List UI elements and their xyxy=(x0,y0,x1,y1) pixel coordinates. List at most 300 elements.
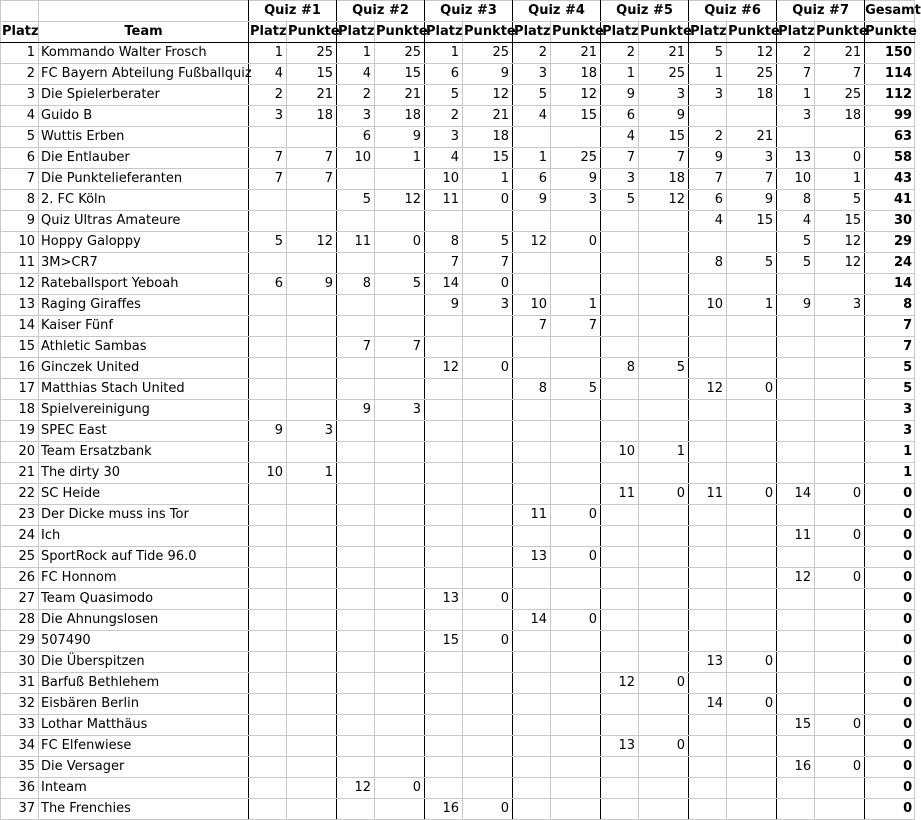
quiz-4-platz-cell: 1 xyxy=(513,148,551,169)
team-name-cell: Die Entlauber xyxy=(39,148,249,169)
quiz-5-platz-cell xyxy=(601,610,639,631)
quiz-6-punkte-cell: 7 xyxy=(727,169,777,190)
quiz-2-punkte-cell xyxy=(375,757,425,778)
quiz-2-punkte-cell: 0 xyxy=(375,778,425,799)
quiz-7-punkte-cell xyxy=(815,463,865,484)
quiz-1-platz-cell: 3 xyxy=(249,106,287,127)
quiz-4-punkte-cell xyxy=(551,337,601,358)
quiz-3-platz-cell xyxy=(425,505,463,526)
quiz-1-platz-cell: 4 xyxy=(249,64,287,85)
quiz-5-platz-cell xyxy=(601,799,639,820)
total-points-cell: 5 xyxy=(865,379,915,400)
quiz-1-punkte-cell xyxy=(287,484,337,505)
quiz-3-platz-cell xyxy=(425,547,463,568)
quiz-1-platz-cell: 1 xyxy=(249,43,287,64)
quiz-6-punkte-cell xyxy=(727,778,777,799)
team-name-cell: Wuttis Erben xyxy=(39,127,249,148)
table-body xyxy=(1,43,915,820)
quiz-6-platz-cell xyxy=(689,421,727,442)
quiz-5-punkte-cell: 15 xyxy=(639,127,689,148)
quiz-3-platz-cell xyxy=(425,421,463,442)
quiz-2-platz-cell: 8 xyxy=(337,274,375,295)
quiz-5-punkte-cell: 25 xyxy=(639,64,689,85)
quiz-2-platz-cell: 2 xyxy=(337,85,375,106)
quiz-5-platz-cell: 13 xyxy=(601,736,639,757)
quiz-3-platz-cell: 7 xyxy=(425,253,463,274)
quiz-1-platz-cell xyxy=(249,442,287,463)
rank-cell: 27 xyxy=(1,589,39,610)
quiz-1-punkte-cell: 12 xyxy=(287,232,337,253)
quiz-7-punkte-cell: 3 xyxy=(815,295,865,316)
quiz-6-platz-cell xyxy=(689,274,727,295)
quiz-2-platz-cell: 3 xyxy=(337,106,375,127)
quiz-4-punkte-cell xyxy=(551,694,601,715)
quiz-4-punkte-cell xyxy=(551,673,601,694)
quiz-5-platz-cell: 2 xyxy=(601,43,639,64)
rank-cell: 25 xyxy=(1,547,39,568)
quiz-5-platz-cell xyxy=(601,526,639,547)
team-name-cell: The Frenchies xyxy=(39,799,249,820)
quiz-5-platz-cell: 4 xyxy=(601,127,639,148)
table-row xyxy=(1,274,915,295)
quiz-6-punkte-cell: 9 xyxy=(727,190,777,211)
quiz-2-punkte-cell xyxy=(375,715,425,736)
header-quiz-5: Quiz #5 xyxy=(601,1,689,22)
quiz-6-platz-cell xyxy=(689,442,727,463)
team-name-cell: SportRock auf Tide 96.0 xyxy=(39,547,249,568)
rank-cell: 1 xyxy=(1,43,39,64)
quiz-3-platz-cell: 5 xyxy=(425,85,463,106)
quiz-2-platz-cell xyxy=(337,295,375,316)
team-name-cell: Team Ersatzbank xyxy=(39,442,249,463)
team-name-cell: Quiz Ultras Amateure xyxy=(39,211,249,232)
quiz-2-platz-cell: 12 xyxy=(337,778,375,799)
rank-cell: 15 xyxy=(1,337,39,358)
rank-cell: 19 xyxy=(1,421,39,442)
quiz-4-punkte-cell xyxy=(551,127,601,148)
quiz-1-platz-cell: 5 xyxy=(249,232,287,253)
quiz-2-platz-cell xyxy=(337,673,375,694)
header-q7-platz: Platz xyxy=(777,22,815,43)
header-q4-platz: Platz xyxy=(513,22,551,43)
quiz-4-platz-cell xyxy=(513,274,551,295)
quiz-3-punkte-cell: 12 xyxy=(463,85,513,106)
quiz-5-punkte-cell: 5 xyxy=(639,358,689,379)
team-name-cell: FC Honnom xyxy=(39,568,249,589)
quiz-5-punkte-cell: 0 xyxy=(639,673,689,694)
quiz-4-platz-cell: 11 xyxy=(513,505,551,526)
quiz-6-platz-cell xyxy=(689,715,727,736)
quiz-2-punkte-cell: 9 xyxy=(375,127,425,148)
rank-cell: 29 xyxy=(1,631,39,652)
quiz-1-platz-cell xyxy=(249,673,287,694)
header-q5-platz: Platz xyxy=(601,22,639,43)
quiz-5-punkte-cell xyxy=(639,694,689,715)
quiz-4-punkte-cell: 9 xyxy=(551,169,601,190)
quiz-7-platz-cell: 12 xyxy=(777,568,815,589)
quiz-3-platz-cell xyxy=(425,316,463,337)
quiz-1-platz-cell xyxy=(249,568,287,589)
quiz-4-platz-cell: 5 xyxy=(513,85,551,106)
quiz-2-platz-cell: 4 xyxy=(337,64,375,85)
quiz-5-platz-cell xyxy=(601,652,639,673)
quiz-7-punkte-cell xyxy=(815,547,865,568)
quiz-1-platz-cell xyxy=(249,652,287,673)
quiz-2-punkte-cell xyxy=(375,694,425,715)
quiz-7-punkte-cell xyxy=(815,337,865,358)
header-quiz-7: Quiz #7 xyxy=(777,1,865,22)
quiz-6-punkte-cell xyxy=(727,589,777,610)
quiz-2-platz-cell xyxy=(337,484,375,505)
table-row xyxy=(1,64,915,85)
quiz-7-platz-cell xyxy=(777,631,815,652)
quiz-6-platz-cell xyxy=(689,232,727,253)
team-name-cell: Der Dicke muss ins Tor xyxy=(39,505,249,526)
quiz-1-platz-cell: 7 xyxy=(249,148,287,169)
quiz-6-platz-cell xyxy=(689,778,727,799)
rank-cell: 37 xyxy=(1,799,39,820)
quiz-4-platz-cell: 8 xyxy=(513,379,551,400)
quiz-4-punkte-cell xyxy=(551,463,601,484)
table-row xyxy=(1,106,915,127)
quiz-6-platz-cell xyxy=(689,547,727,568)
quiz-2-platz-cell xyxy=(337,547,375,568)
quiz-5-platz-cell xyxy=(601,421,639,442)
quiz-6-punkte-cell: 0 xyxy=(727,694,777,715)
quiz-6-punkte-cell xyxy=(727,715,777,736)
quiz-4-punkte-cell: 1 xyxy=(551,295,601,316)
quiz-6-punkte-cell: 0 xyxy=(727,484,777,505)
quiz-2-punkte-cell: 25 xyxy=(375,43,425,64)
quiz-1-platz-cell: 9 xyxy=(249,421,287,442)
quiz-6-platz-cell xyxy=(689,463,727,484)
quiz-4-platz-cell: 6 xyxy=(513,169,551,190)
quiz-3-platz-cell xyxy=(425,400,463,421)
quiz-7-punkte-cell: 5 xyxy=(815,190,865,211)
team-name-cell: Matthias Stach United xyxy=(39,379,249,400)
quiz-1-platz-cell xyxy=(249,358,287,379)
quiz-7-platz-cell xyxy=(777,694,815,715)
rank-cell: 3 xyxy=(1,85,39,106)
quiz-2-punkte-cell xyxy=(375,505,425,526)
quiz-2-platz-cell: 1 xyxy=(337,43,375,64)
quiz-1-punkte-cell xyxy=(287,757,337,778)
quiz-6-punkte-cell xyxy=(727,316,777,337)
quiz-2-platz-cell xyxy=(337,421,375,442)
quiz-3-platz-cell xyxy=(425,778,463,799)
quiz-7-punkte-cell: 18 xyxy=(815,106,865,127)
table-row xyxy=(1,610,915,631)
quiz-4-platz-cell: 14 xyxy=(513,610,551,631)
quiz-4-platz-cell: 2 xyxy=(513,43,551,64)
quiz-6-platz-cell: 2 xyxy=(689,127,727,148)
quiz-1-platz-cell: 6 xyxy=(249,274,287,295)
quiz-5-platz-cell: 7 xyxy=(601,148,639,169)
quiz-4-punkte-cell xyxy=(551,400,601,421)
quiz-5-platz-cell xyxy=(601,568,639,589)
quiz-1-punkte-cell xyxy=(287,127,337,148)
table-row xyxy=(1,799,915,820)
total-points-cell: 0 xyxy=(865,505,915,526)
total-points-cell: 0 xyxy=(865,757,915,778)
rank-cell: 14 xyxy=(1,316,39,337)
quiz-7-punkte-cell xyxy=(815,442,865,463)
quiz-1-punkte-cell xyxy=(287,568,337,589)
header-q4-punkte: Punkte xyxy=(551,22,601,43)
quiz-2-punkte-cell xyxy=(375,547,425,568)
total-points-cell: 24 xyxy=(865,253,915,274)
table-row xyxy=(1,589,915,610)
quiz-5-punkte-cell xyxy=(639,337,689,358)
quiz-2-punkte-cell xyxy=(375,358,425,379)
quiz-4-platz-cell xyxy=(513,652,551,673)
quiz-6-punkte-cell xyxy=(727,421,777,442)
quiz-1-punkte-cell xyxy=(287,211,337,232)
team-name-cell: 3M>CR7 xyxy=(39,253,249,274)
quiz-5-platz-cell xyxy=(601,547,639,568)
total-points-cell: 43 xyxy=(865,169,915,190)
quiz-2-punkte-cell xyxy=(375,526,425,547)
quiz-4-punkte-cell xyxy=(551,568,601,589)
quiz-7-punkte-cell xyxy=(815,778,865,799)
rank-cell: 2 xyxy=(1,64,39,85)
rank-cell: 28 xyxy=(1,610,39,631)
quiz-5-platz-cell xyxy=(601,505,639,526)
quiz-3-platz-cell: 10 xyxy=(425,169,463,190)
rank-cell: 10 xyxy=(1,232,39,253)
quiz-4-platz-cell xyxy=(513,568,551,589)
quiz-2-punkte-cell: 21 xyxy=(375,85,425,106)
quiz-3-platz-cell xyxy=(425,337,463,358)
team-name-cell: SPEC East xyxy=(39,421,249,442)
quiz-5-platz-cell xyxy=(601,631,639,652)
quiz-2-punkte-cell xyxy=(375,610,425,631)
quiz-7-punkte-cell xyxy=(815,127,865,148)
team-name-cell: Raging Giraffes xyxy=(39,295,249,316)
table-row xyxy=(1,400,915,421)
quiz-1-platz-cell: 10 xyxy=(249,463,287,484)
quiz-2-punkte-cell xyxy=(375,799,425,820)
quiz-7-platz-cell xyxy=(777,127,815,148)
quiz-7-platz-cell xyxy=(777,463,815,484)
quiz-6-punkte-cell xyxy=(727,505,777,526)
quiz-3-punkte-cell xyxy=(463,484,513,505)
total-points-cell: 5 xyxy=(865,358,915,379)
team-name-cell: Spielvereinigung xyxy=(39,400,249,421)
quiz-6-platz-cell xyxy=(689,400,727,421)
quiz-3-punkte-cell: 0 xyxy=(463,631,513,652)
quiz-1-punkte-cell xyxy=(287,337,337,358)
quiz-7-punkte-cell xyxy=(815,274,865,295)
quiz-3-platz-cell xyxy=(425,694,463,715)
quiz-2-punkte-cell xyxy=(375,589,425,610)
table-row xyxy=(1,568,915,589)
quiz-5-platz-cell xyxy=(601,274,639,295)
quiz-4-punkte-cell: 21 xyxy=(551,43,601,64)
quiz-5-platz-cell: 12 xyxy=(601,673,639,694)
quiz-5-punkte-cell: 12 xyxy=(639,190,689,211)
quiz-7-punkte-cell xyxy=(815,736,865,757)
quiz-2-platz-cell xyxy=(337,736,375,757)
table-row xyxy=(1,526,915,547)
quiz-1-platz-cell xyxy=(249,694,287,715)
table-row xyxy=(1,463,915,484)
quiz-2-punkte-cell xyxy=(375,253,425,274)
quiz-4-platz-cell: 7 xyxy=(513,316,551,337)
quiz-7-platz-cell xyxy=(777,505,815,526)
quiz-2-platz-cell xyxy=(337,757,375,778)
quiz-2-punkte-cell xyxy=(375,568,425,589)
quiz-1-platz-cell xyxy=(249,337,287,358)
quiz-4-punkte-cell xyxy=(551,253,601,274)
quiz-6-punkte-cell xyxy=(727,400,777,421)
quiz-3-platz-cell xyxy=(425,379,463,400)
quiz-4-platz-cell xyxy=(513,589,551,610)
table-row xyxy=(1,757,915,778)
quiz-3-punkte-cell: 0 xyxy=(463,274,513,295)
quiz-6-punkte-cell: 15 xyxy=(727,211,777,232)
quiz-2-platz-cell xyxy=(337,589,375,610)
quiz-5-punkte-cell: 1 xyxy=(639,442,689,463)
quiz-5-punkte-cell xyxy=(639,295,689,316)
quiz-6-punkte-cell: 0 xyxy=(727,652,777,673)
quiz-3-punkte-cell xyxy=(463,337,513,358)
quiz-3-punkte-cell: 5 xyxy=(463,232,513,253)
quiz-2-platz-cell xyxy=(337,715,375,736)
quiz-3-punkte-cell: 0 xyxy=(463,358,513,379)
header-q3-punkte: Punkte xyxy=(463,22,513,43)
quiz-1-punkte-cell xyxy=(287,400,337,421)
quiz-4-punkte-cell xyxy=(551,736,601,757)
team-name-cell: Kaiser Fünf xyxy=(39,316,249,337)
quiz-4-punkte-cell xyxy=(551,778,601,799)
quiz-1-punkte-cell xyxy=(287,547,337,568)
quiz-1-platz-cell: 7 xyxy=(249,169,287,190)
quiz-6-punkte-cell xyxy=(727,568,777,589)
quiz-1-platz-cell xyxy=(249,547,287,568)
quiz-5-punkte-cell xyxy=(639,211,689,232)
total-points-cell: 0 xyxy=(865,526,915,547)
team-name-cell: Athletic Sambas xyxy=(39,337,249,358)
quiz-3-punkte-cell xyxy=(463,610,513,631)
quiz-3-punkte-cell xyxy=(463,379,513,400)
quiz-4-punkte-cell: 0 xyxy=(551,547,601,568)
quiz-4-platz-cell xyxy=(513,715,551,736)
quiz-4-platz-cell xyxy=(513,337,551,358)
total-points-cell: 0 xyxy=(865,778,915,799)
table-row xyxy=(1,169,915,190)
header-q1-punkte: Punkte xyxy=(287,22,337,43)
quiz-3-platz-cell: 9 xyxy=(425,295,463,316)
quiz-7-punkte-cell: 0 xyxy=(815,715,865,736)
quiz-2-platz-cell: 6 xyxy=(337,127,375,148)
quiz-3-punkte-cell: 21 xyxy=(463,106,513,127)
team-name-cell: Ginczek United xyxy=(39,358,249,379)
team-name-cell: Die Spielerberater xyxy=(39,85,249,106)
rank-cell: 34 xyxy=(1,736,39,757)
quiz-6-platz-cell xyxy=(689,673,727,694)
quiz-1-platz-cell xyxy=(249,400,287,421)
header-quiz-6: Quiz #6 xyxy=(689,1,777,22)
rank-cell: 17 xyxy=(1,379,39,400)
quiz-3-platz-cell: 13 xyxy=(425,589,463,610)
quiz-4-platz-cell xyxy=(513,421,551,442)
team-name-cell: The dirty 30 xyxy=(39,463,249,484)
quiz-6-punkte-cell xyxy=(727,736,777,757)
quiz-6-punkte-cell xyxy=(727,337,777,358)
quiz-7-punkte-cell xyxy=(815,694,865,715)
total-points-cell: 3 xyxy=(865,421,915,442)
quiz-1-platz-cell xyxy=(249,316,287,337)
total-points-cell: 0 xyxy=(865,736,915,757)
quiz-5-platz-cell xyxy=(601,400,639,421)
header-q1-platz: Platz xyxy=(249,22,287,43)
quiz-3-punkte-cell xyxy=(463,652,513,673)
quiz-3-platz-cell: 8 xyxy=(425,232,463,253)
quiz-5-punkte-cell xyxy=(639,589,689,610)
quiz-6-platz-cell: 10 xyxy=(689,295,727,316)
quiz-5-punkte-cell xyxy=(639,799,689,820)
quiz-6-platz-cell xyxy=(689,358,727,379)
quiz-2-platz-cell xyxy=(337,358,375,379)
quiz-2-platz-cell xyxy=(337,379,375,400)
quiz-4-punkte-cell xyxy=(551,652,601,673)
total-points-cell: 1 xyxy=(865,463,915,484)
table-header xyxy=(1,1,921,43)
quiz-6-punkte-cell xyxy=(727,358,777,379)
quiz-3-punkte-cell xyxy=(463,505,513,526)
quiz-4-punkte-cell xyxy=(551,211,601,232)
table-row xyxy=(1,316,915,337)
quiz-5-platz-cell: 10 xyxy=(601,442,639,463)
quiz-3-punkte-cell: 3 xyxy=(463,295,513,316)
quiz-7-punkte-cell xyxy=(815,400,865,421)
team-name-cell: Die Ahnungslosen xyxy=(39,610,249,631)
quiz-6-punkte-cell: 25 xyxy=(727,64,777,85)
team-name-cell: Team Quasimodo xyxy=(39,589,249,610)
quiz-6-punkte-cell xyxy=(727,232,777,253)
quiz-3-punkte-cell: 0 xyxy=(463,799,513,820)
quiz-7-platz-cell: 8 xyxy=(777,190,815,211)
quiz-7-platz-cell: 4 xyxy=(777,211,815,232)
table-row xyxy=(1,232,915,253)
quiz-6-platz-cell: 11 xyxy=(689,484,727,505)
quiz-5-punkte-cell xyxy=(639,253,689,274)
quiz-7-punkte-cell xyxy=(815,505,865,526)
total-points-cell: 99 xyxy=(865,106,915,127)
quiz-3-punkte-cell xyxy=(463,673,513,694)
total-points-cell: 29 xyxy=(865,232,915,253)
quiz-1-platz-cell xyxy=(249,295,287,316)
quiz-2-punkte-cell: 12 xyxy=(375,190,425,211)
quiz-4-platz-cell xyxy=(513,358,551,379)
quiz-6-punkte-cell: 5 xyxy=(727,253,777,274)
quiz-3-platz-cell xyxy=(425,463,463,484)
quiz-2-platz-cell xyxy=(337,799,375,820)
quiz-5-platz-cell: 5 xyxy=(601,190,639,211)
quiz-5-punkte-cell xyxy=(639,316,689,337)
quiz-4-platz-cell: 3 xyxy=(513,64,551,85)
quiz-7-punkte-cell xyxy=(815,610,865,631)
quiz-6-platz-cell: 6 xyxy=(689,190,727,211)
quiz-1-platz-cell xyxy=(249,736,287,757)
quiz-4-platz-cell xyxy=(513,799,551,820)
quiz-6-platz-cell: 7 xyxy=(689,169,727,190)
quiz-1-punkte-cell xyxy=(287,694,337,715)
quiz-4-punkte-cell: 0 xyxy=(551,610,601,631)
quiz-5-punkte-cell xyxy=(639,421,689,442)
quiz-3-platz-cell xyxy=(425,211,463,232)
